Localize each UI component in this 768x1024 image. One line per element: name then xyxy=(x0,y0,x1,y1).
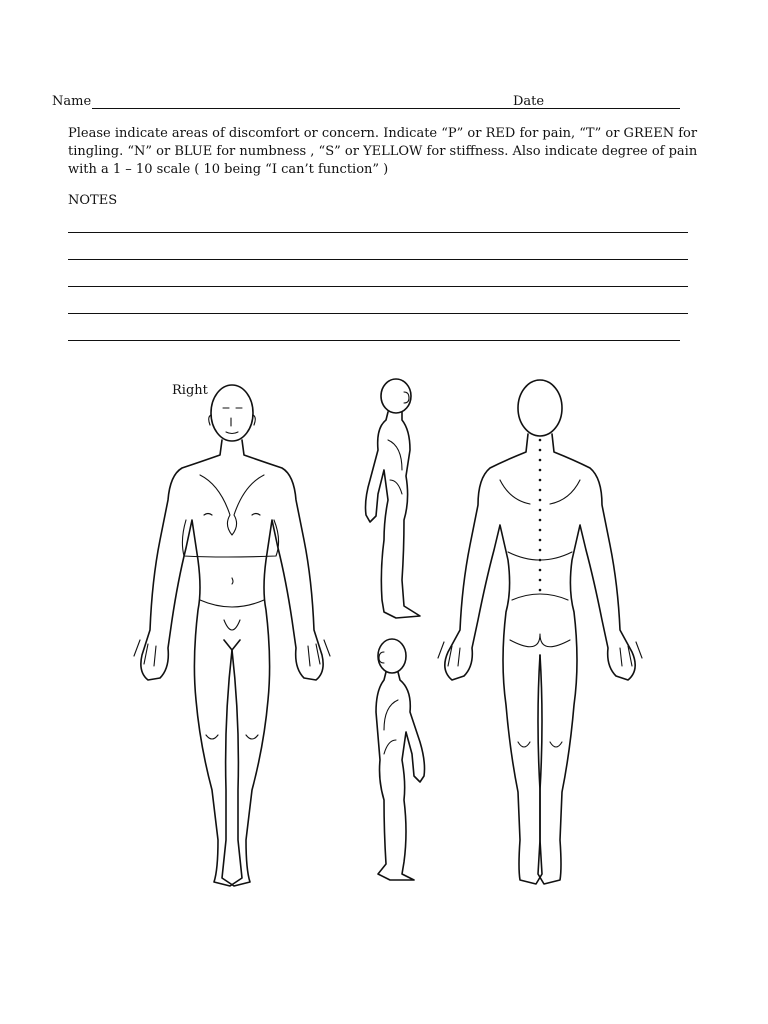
notes-label: NOTES xyxy=(68,193,118,208)
instruction-line: tingling. “N” or BLUE for numbness , “S” or YELLOW for stiffness. Also indicate degree of pain xyxy=(68,144,698,159)
instruction-line: with a 1 – 10 scale ( 10 being “I can’t function” ) xyxy=(68,162,389,177)
date-label: Date xyxy=(513,94,545,109)
right-side-view-figure[interactable] xyxy=(366,379,421,618)
right-side-label: Right xyxy=(172,383,208,398)
left-side-view-figure[interactable] xyxy=(376,639,425,880)
back-view-figure[interactable] xyxy=(438,380,642,884)
instruction-line: Please indicate areas of discomfort or concern. Indicate “P” or RED for pain, “T” or GREEN for xyxy=(68,126,698,141)
name-label: Name xyxy=(52,94,92,109)
spine-dots xyxy=(539,439,542,592)
front-view-figure[interactable] xyxy=(134,385,330,886)
